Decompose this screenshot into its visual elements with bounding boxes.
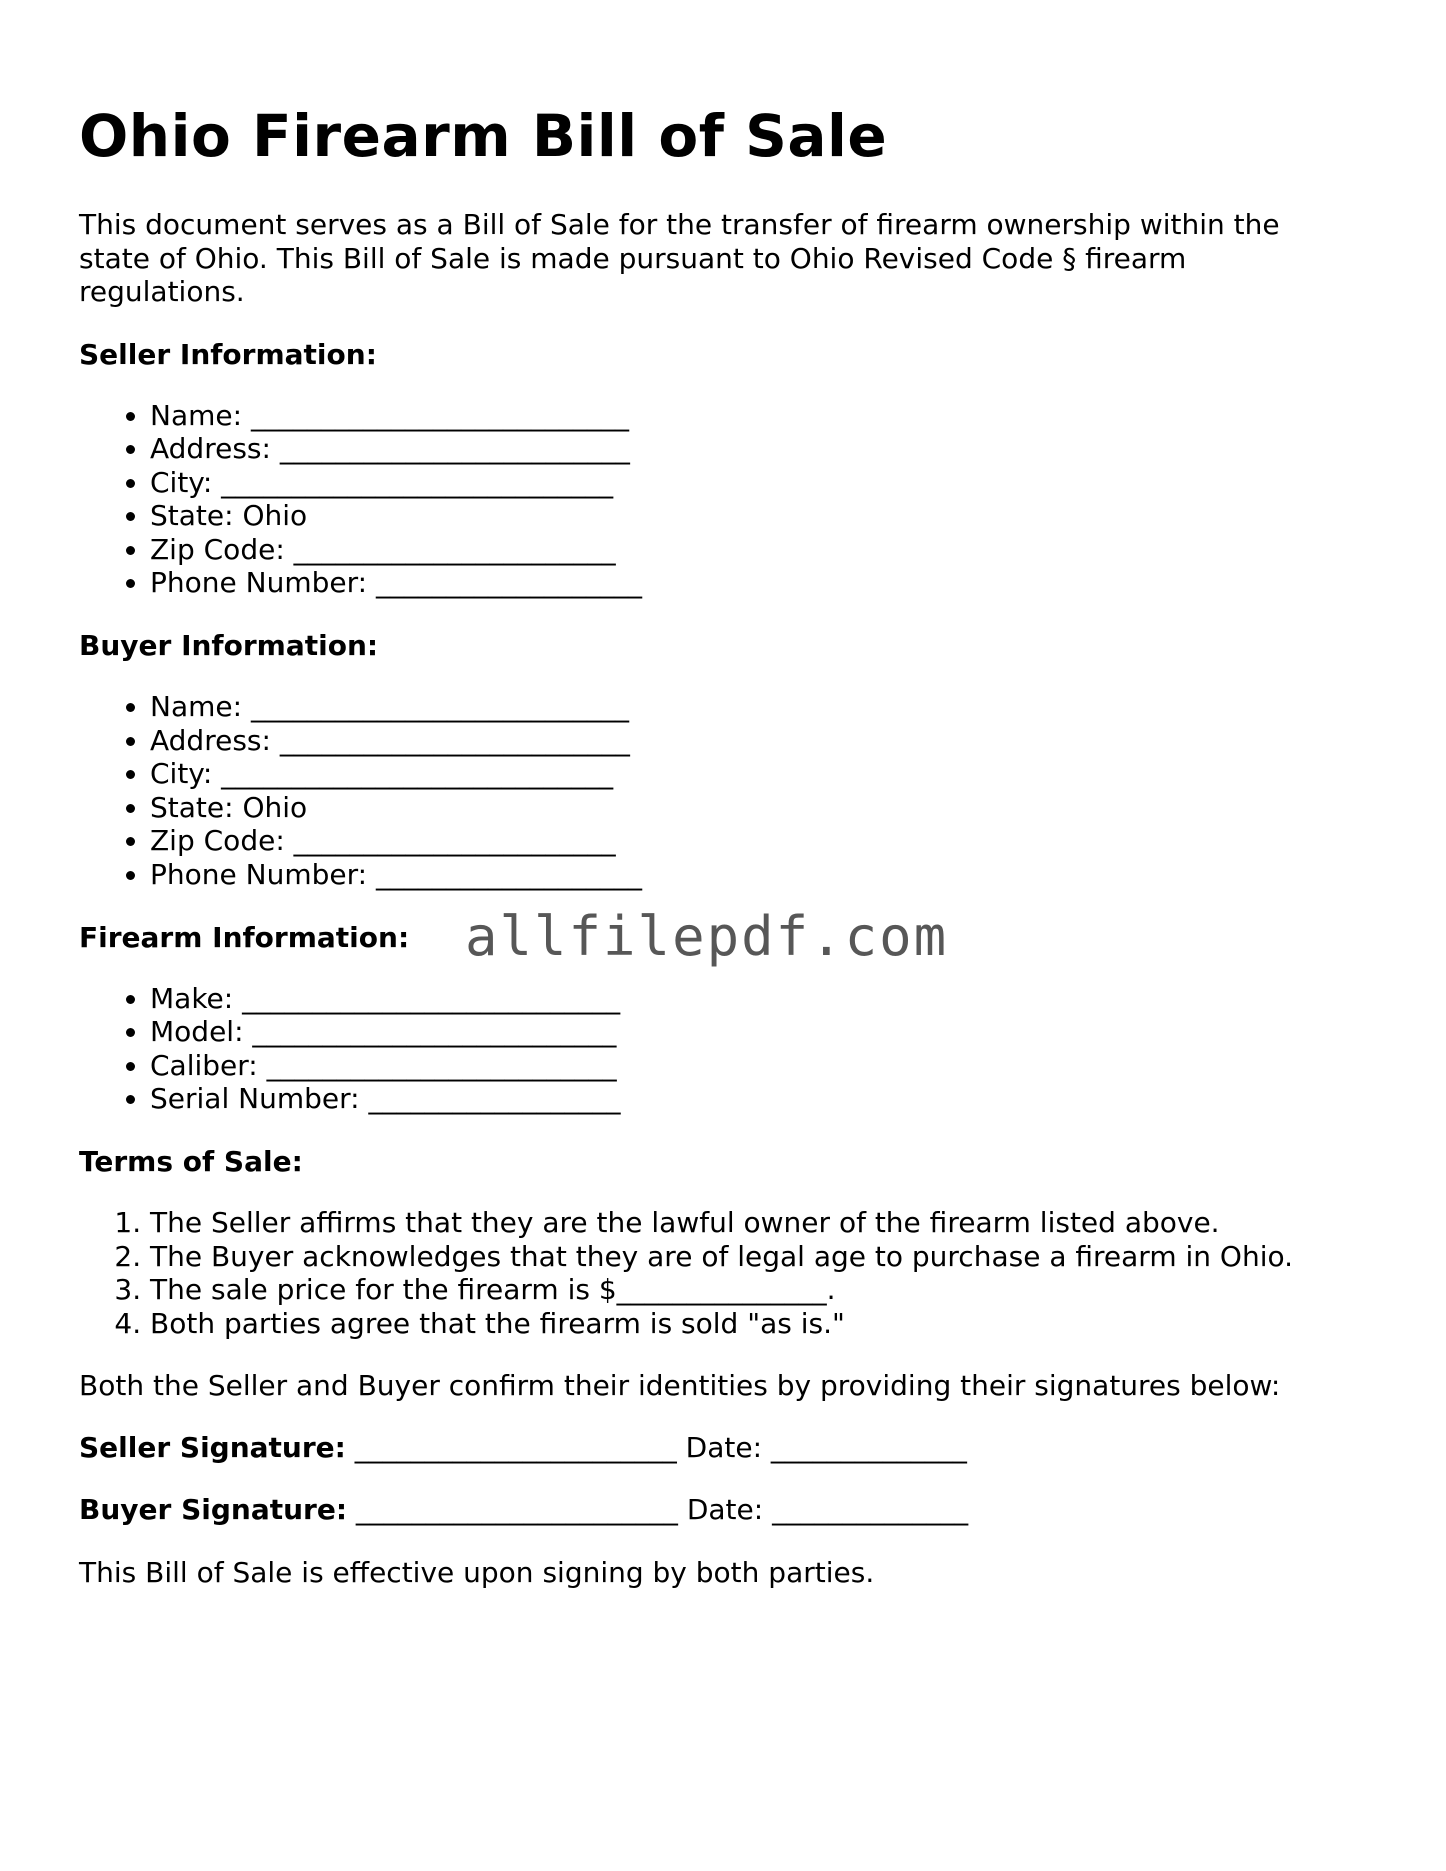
buyer-signature-line <box>79 1493 1379 1527</box>
buyer-zip-field: • Zip Code: _______________________ <box>150 824 1379 858</box>
terms-list <box>79 1206 1379 1340</box>
buyer-state-field: • State: Ohio <box>150 791 1379 825</box>
closing-paragraph: This Bill of Sale is effective upon signing by both parties. <box>79 1556 875 1590</box>
document-page <box>79 96 1379 1590</box>
buyer-phone-field: • Phone Number: ___________________ <box>150 858 1379 892</box>
seller-signature-line <box>79 1431 1379 1465</box>
seller-address-field: • Address: _________________________ <box>150 432 1379 466</box>
buyer-signature-blank: _______________________ Date: ______________ <box>347 1493 969 1527</box>
seller-city-field: • City: ____________________________ <box>150 466 1379 500</box>
buyer-signature-label: Buyer Signature: <box>79 1493 348 1527</box>
seller-phone-field: • Phone Number: ___________________ <box>150 566 1379 600</box>
watermark-text: allfilepdf.com <box>465 905 949 968</box>
seller-signature-blank: _______________________ Date: ______________ <box>345 1431 967 1465</box>
term-item: 1. The Seller affirms that they are the lawful owner of the firearm listed above. <box>150 1206 1379 1240</box>
firearm-model-field: • Model: __________________________ <box>150 1015 1379 1049</box>
term-item: 3. The sale price for the firearm is $_______________. <box>150 1273 1379 1307</box>
firearm-caliber-field: • Caliber: _________________________ <box>150 1049 1379 1083</box>
confirmation-paragraph: Both the Seller and Buyer confirm their identities by providing their signatures below: <box>79 1369 1281 1403</box>
buyer-address-field: • Address: _________________________ <box>150 724 1379 758</box>
buyer-fields <box>79 690 1379 892</box>
terms-heading: Terms of Sale: <box>79 1145 303 1178</box>
document-title: Ohio Firearm Bill of Sale <box>79 102 888 170</box>
term-item: 2. The Buyer acknowledges that they are of legal age to purchase a firearm in Ohio. <box>150 1240 1379 1274</box>
seller-signature-label: Seller Signature: <box>79 1431 346 1465</box>
buyer-heading: Buyer Information: <box>79 629 379 663</box>
intro-paragraph: This document serves as a Bill of Sale for the transfer of firearm ownership within the state of Ohio. This Bill of Sale is made pursuant to Ohio Revised Code § firearm regulations. <box>79 208 1280 308</box>
firearm-serial-field: • Serial Number: __________________ <box>150 1082 1379 1116</box>
buyer-name-field: • Name: ___________________________ <box>150 690 1379 724</box>
buyer-city-field: • City: ____________________________ <box>150 757 1379 791</box>
term-item: 4. Both parties agree that the firearm is sold "as is." <box>150 1307 1379 1341</box>
firearm-fields <box>79 982 1379 1116</box>
seller-zip-field: • Zip Code: _______________________ <box>150 533 1379 567</box>
firearm-make-field: • Make: ___________________________ <box>150 982 1379 1016</box>
seller-name-field: • Name: ___________________________ <box>150 399 1379 433</box>
seller-fields <box>79 399 1379 601</box>
seller-heading: Seller Information: <box>79 337 377 371</box>
seller-state-field: • State: Ohio <box>150 499 1379 533</box>
firearm-heading: Firearm Information: <box>79 920 410 954</box>
